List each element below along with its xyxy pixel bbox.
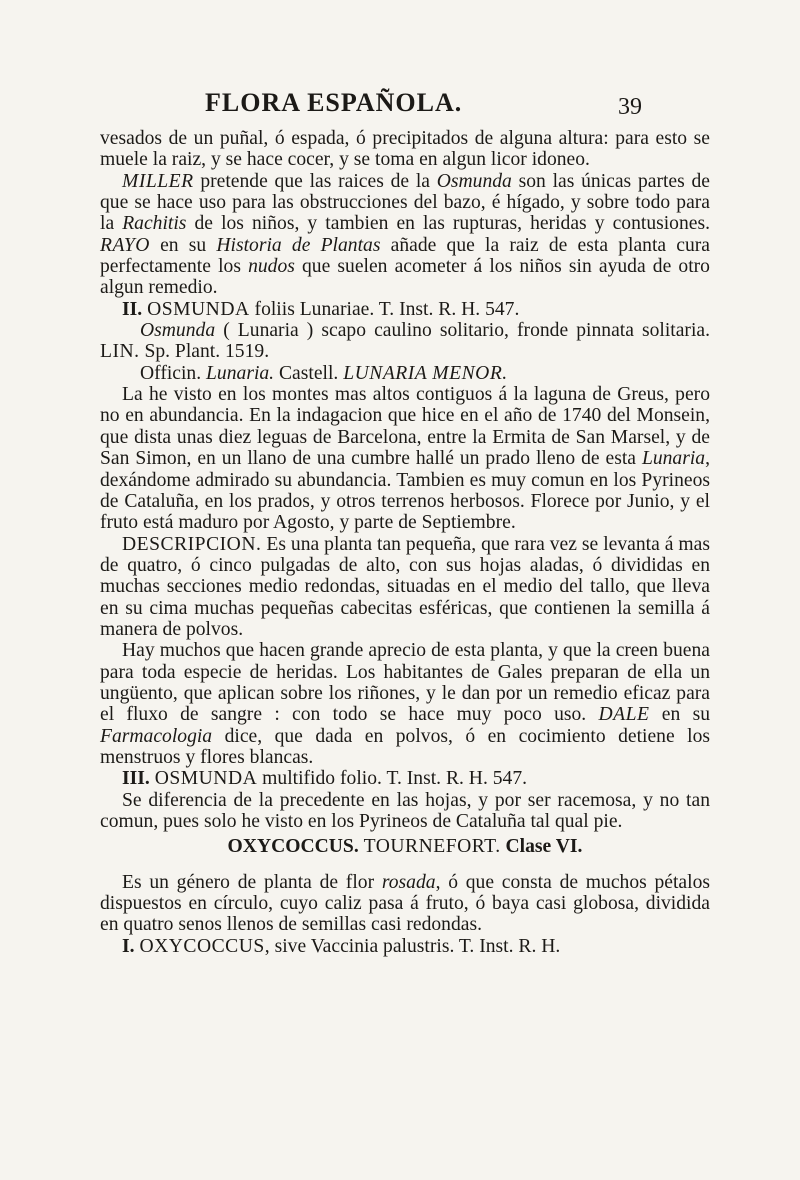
author-miller: MILLER xyxy=(122,170,194,192)
species-officinal-name: Officin. Lunaria. Castell. LUNARIA MENOR. xyxy=(140,362,508,384)
paragraph-description: DESCRIPCION. Es una planta tan pequeña, que rara vez se levanta á mas de quatro, ó cinco pulgadas de alto, con sus hojas aladas, ó divididas en muchas secciones medio redondas, situadas en el medio del tallo, que lleva en su cima muchas pequeñas cabecitas esféricas, que contienen la semilla á manera de polvos. xyxy=(100,533,710,640)
author-ray: RAYO xyxy=(100,234,150,256)
species-synonym: Osmunda ( Lunaria ) scapo caulino solitario, fronde pinnata solitaria. LIN. Sp. Plant. 1519. xyxy=(100,320,710,363)
species-entry-oxycoccus: I. OXYCOCCUS, sive Vaccinia palustris. T. Inst. R. H. xyxy=(122,935,561,957)
genus-heading: OXYCOCCUS. TOURNEFORT. Clase VI. xyxy=(227,836,583,858)
paragraph-miller: MILLER pretende que las raices de la Osmunda son las únicas partes de que se hace uso para las obstrucciones del bazo, é hígado, y sobre todo para la Rachitis de los niños, y tambien en las rupturas, heridas y contusiones. RAYO en su Historia de Plantas añade que la raiz de esta planta cura perfectamente los nudos que suelen acometer á los niños sin ayuda de otro algun remedio. xyxy=(100,170,710,299)
paragraph-continuation: vesados de un puñal, ó espada, ó precipitados de alguna altura: para esto se muele la raiz, y se hace cocer, y se toma en algun licor idoneo. xyxy=(100,128,710,171)
page-header xyxy=(0,88,800,124)
running-title: FLORA ESPAÑOLA. xyxy=(205,88,463,117)
paragraph-difference: Se diferencia de la precedente en las hojas, y por ser racemosa, y no tan comun, pues solo he visto en los Pyrineos de Cataluña tal qual pie. xyxy=(100,789,710,832)
page-number: 39 xyxy=(618,94,642,120)
body-text xyxy=(100,128,710,957)
paragraph-habitat: La he visto en los montes mas altos contiguos á la laguna de Greus, pero no en abundancia. En la indagacion que hice en el año de 1740 del Monsein, que dista unas diez leguas de Barcelona, entre la Ermita de San Marsel, y de San Simon, en un llano de una cumbre hallé un prado lleno de esta Lunaria, dexándome admirado su abundancia. Tambien es muy comun en los Pyrineos de Cataluña, en los prados, y otros terrenos herbosos. Florece por Junio, y el fruto está maduro por Agosto, y parte de Septiembre. xyxy=(100,384,710,534)
species-entry-3: III. OSMUNDA multifido folio. T. Inst. R. H. 547. xyxy=(122,768,528,790)
paragraph-genus-description: Es un género de planta de flor rosada, ó que consta de muchos pétalos dispuestos en círculo, cuyo caliz pasa á fruto, ó baya casi globosa, dividida en quatro senos llenos de semillas casi redondas. xyxy=(100,871,710,936)
paragraph-uses: Hay muchos que hacen grande aprecio de esta planta, y que la creen buena para toda especie de heridas. Los habitantes de Gales preparan de ella un ungüento, que aplican sobre los riñones, y le dan por un remedio eficaz para el fluxo de sangre : con todo se hace muy poco uso. DALE en su Farmacologia dice, que dada en polvos, ó en cocimiento detiene los menstruos y flores blancas. xyxy=(100,640,710,768)
species-entry-2: II. OSMUNDA foliis Lunariae. T. Inst. R. H. 547. xyxy=(122,298,520,320)
